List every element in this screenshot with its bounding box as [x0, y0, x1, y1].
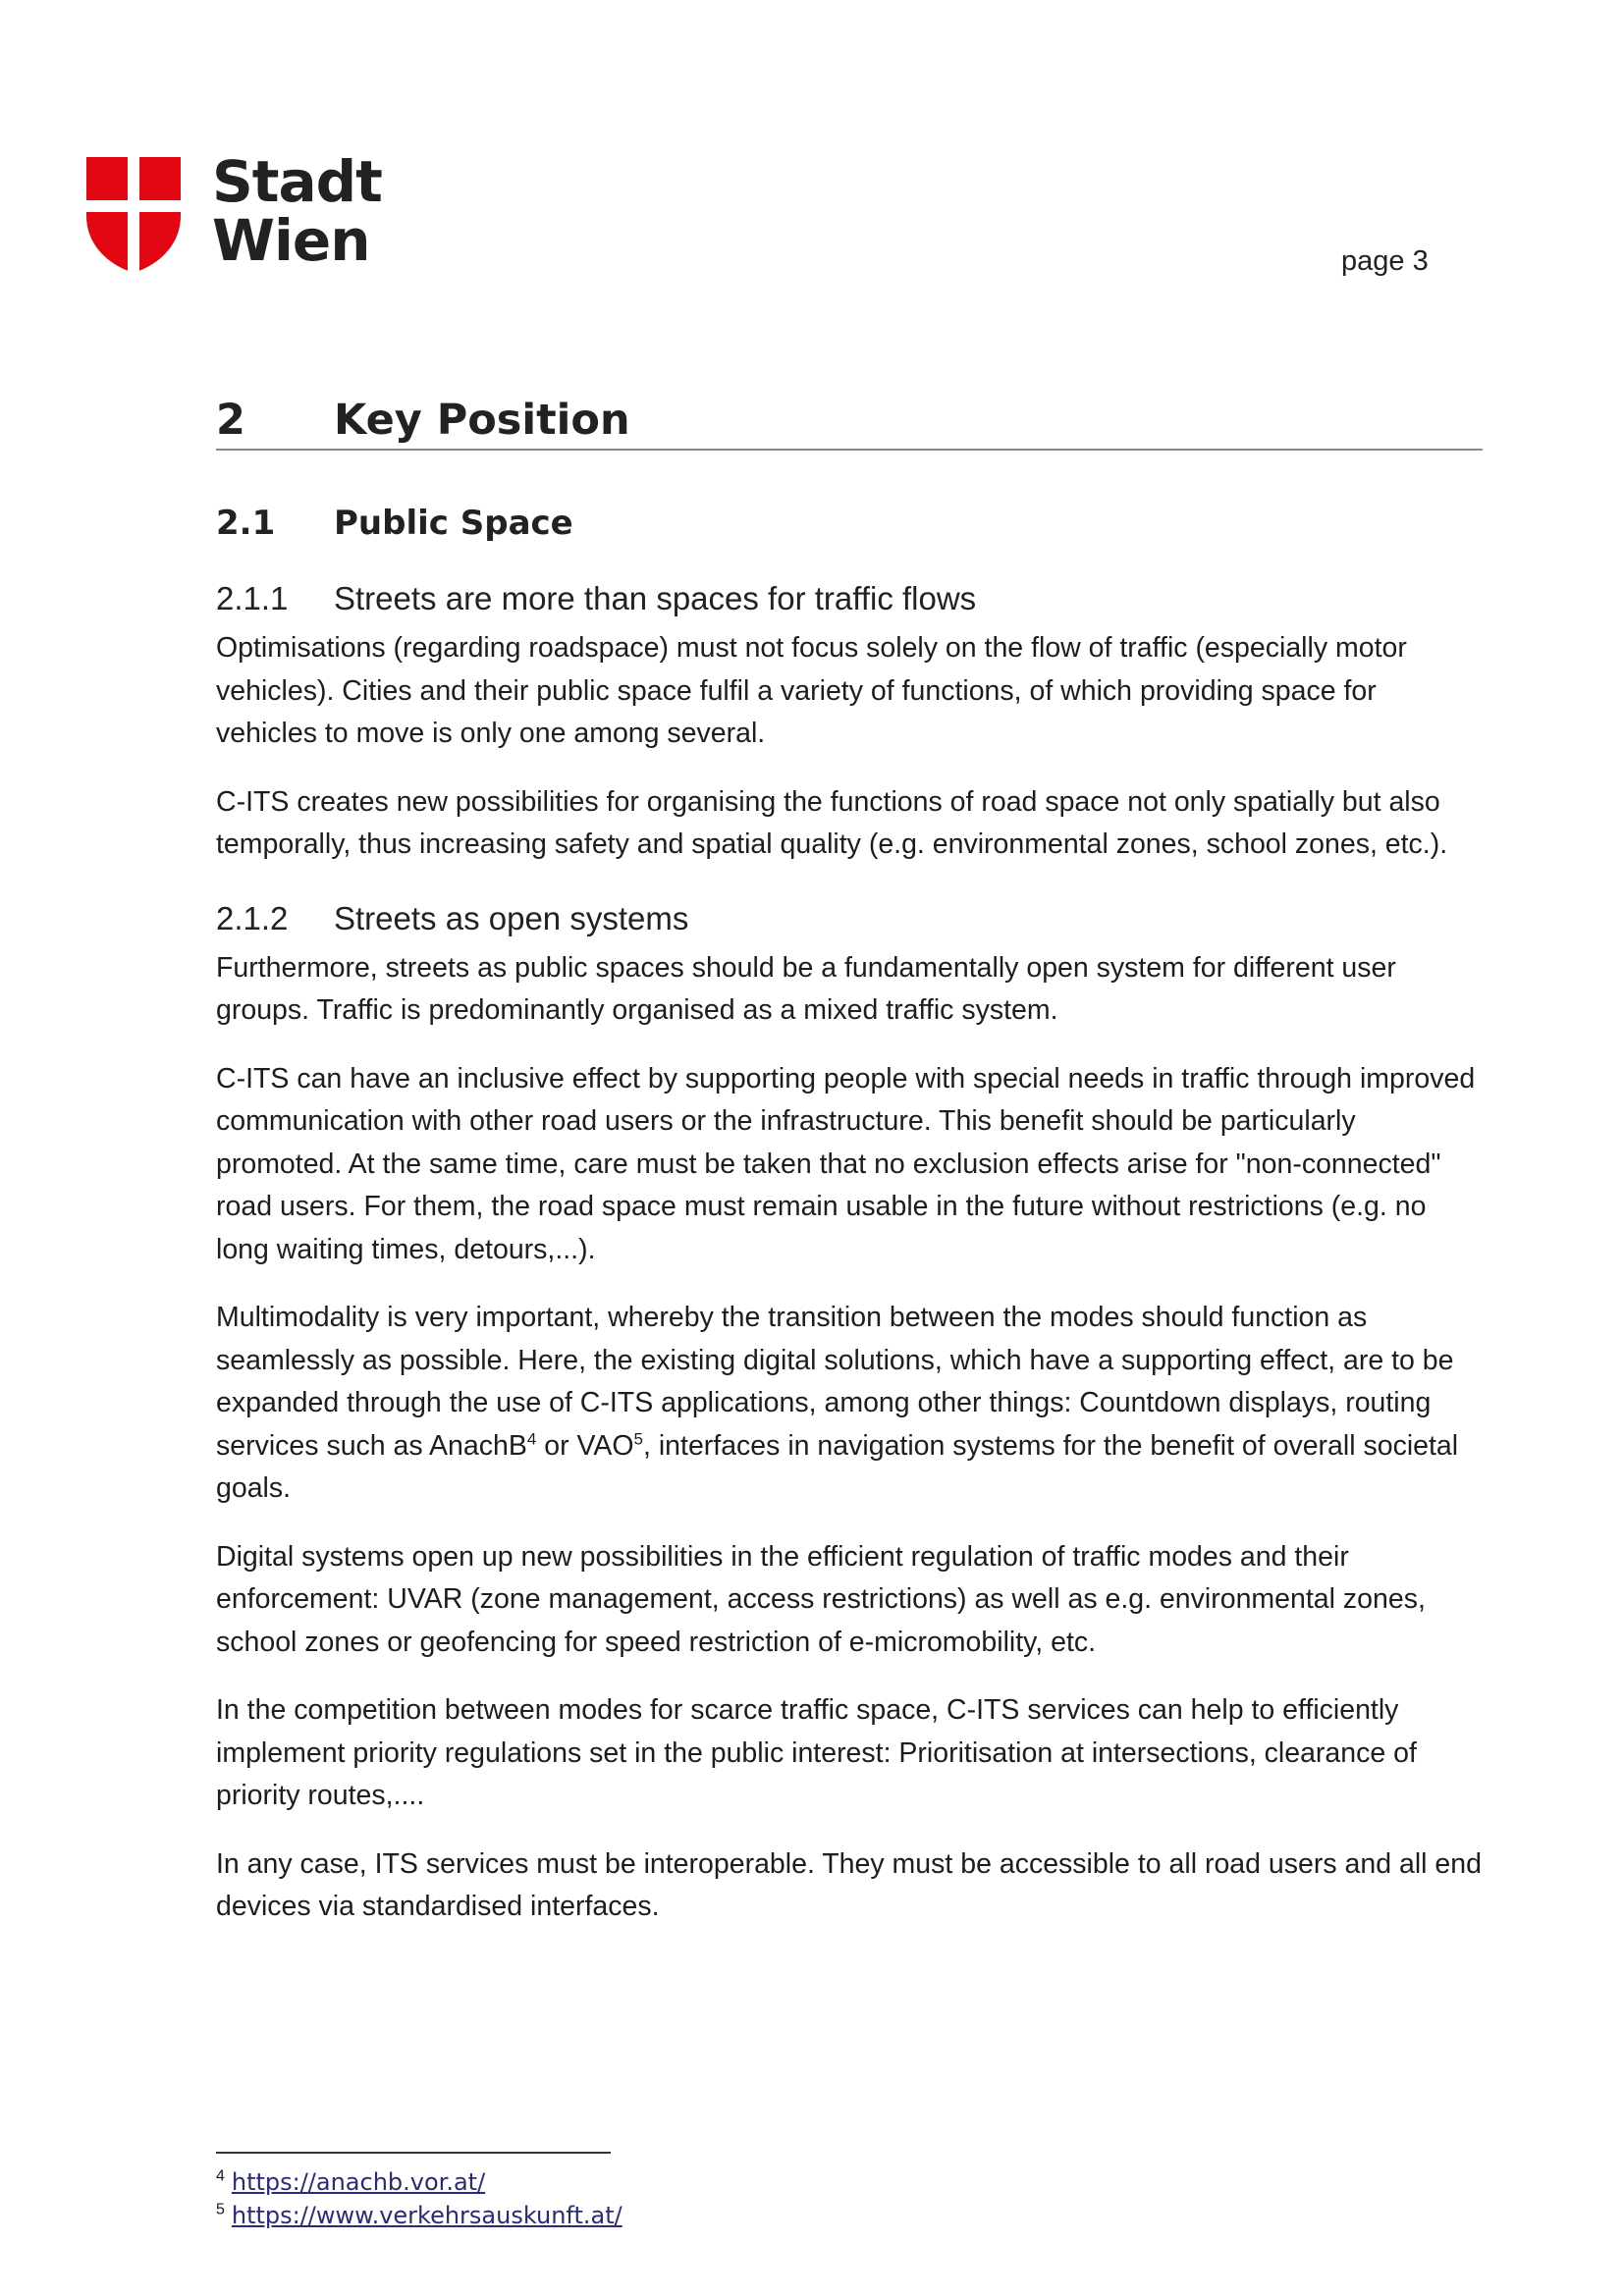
logo-line-stadt: Stadt — [212, 148, 382, 215]
footnotes — [216, 2165, 622, 2232]
sub-subsection-heading-2 — [216, 896, 1483, 945]
sub-subsection-title: Streets as open systems — [334, 899, 689, 936]
paragraph: C-ITS creates new possibilities for organising the functions of road space not only spatially but also temporally, thus increasing safety and spatial quality (e.g. environmental zones, school zones, etc.). — [216, 785, 1448, 860]
paragraph: In the competition between modes for scarce traffic space, C-ITS services can help to efficiently implement priority regulations set in the public interest: Prioritisation at intersections, clearance of priority routes,.... — [216, 1694, 1417, 1811]
subsection-number: 2.1 — [216, 504, 276, 543]
paragraph — [216, 1297, 1483, 1511]
logo-wordmark — [212, 148, 382, 274]
footnote-item — [216, 2199, 622, 2232]
text-run: or VAO — [536, 1429, 634, 1462]
footnote-link[interactable]: https://anachb.vor.at/ — [231, 2168, 486, 2196]
main-content — [216, 388, 1483, 1954]
sub-subsection-number: 2.1.2 — [216, 899, 289, 936]
footnote-ref[interactable]: 5 — [633, 1429, 644, 1448]
paragraph: In any case, ITS services must be interoperable. They must be accessible to all road users and all end devices via standardised interfaces. — [216, 1847, 1482, 1922]
subsection-heading — [216, 504, 1483, 559]
vienna-shield-icon — [84, 155, 183, 275]
text-run: , interfaces in navigation systems for the benefit of overall societal goals. — [216, 1429, 1459, 1504]
sub-subsection-title: Streets are more than spaces for traffic flows — [334, 580, 977, 616]
subsection-title: Public Space — [334, 504, 573, 543]
section-number: 2 — [216, 396, 245, 445]
paragraph: Optimisations (regarding roadspace) must not focus solely on the flow of traffic (especially motor vehicles). Cities and their public space fulfil a variety of functions, of which providing space for vehicles to move is only one among several. — [216, 632, 1407, 749]
stadt-wien-logo — [84, 148, 399, 280]
text-run: Multimodality is very important, whereby the transition between the modes should function as seamlessly as possible. Here, the existing digital solutions, which have a supporting effect, are to be expanded through the use of C-ITS applications, among other things: Countdown displays, routing services such as AnachB — [216, 1302, 1454, 1462]
footnote-ref[interactable]: 4 — [526, 1429, 537, 1448]
logo-line-wien: Wien — [212, 207, 370, 274]
sub-subsection-number: 2.1.1 — [216, 580, 289, 616]
footnote-separator — [216, 2152, 611, 2154]
footnote-marker: 4 — [216, 2167, 225, 2185]
paragraph: C-ITS can have an inclusive effect by supporting people with special needs in traffic through improved communication with other road users or the infrastructure. This benefit should be particularly promoted. At the same time, care must be taken that no exclusion effects arise for "non-connected" road users. For them, the road space must remain usable in the future without restrictions (e.g. no long waiting times, detours,...). — [216, 1062, 1476, 1265]
page-number: page 3 — [1341, 245, 1429, 277]
section-heading — [216, 388, 1483, 451]
footnote-marker: 5 — [216, 2201, 225, 2218]
footnote-item — [216, 2165, 622, 2199]
paragraph: Digital systems open up new possibilities in the efficient regulation of traffic modes and their enforcement: UVAR (zone management, access restrictions) as well as e.g. environmental zones, school zones or geofencing for speed restriction of e-micromobility, etc. — [216, 1540, 1426, 1658]
footnote-link[interactable]: https://www.verkehrsauskunft.at/ — [231, 2202, 622, 2229]
section-title: Key Position — [334, 396, 630, 445]
paragraph: Furthermore, streets as public spaces should be a fundamentally open system for different user groups. Traffic is predominantly organised as a mixed traffic system. — [216, 951, 1396, 1026]
sub-subsection-heading-1 — [216, 576, 1483, 625]
